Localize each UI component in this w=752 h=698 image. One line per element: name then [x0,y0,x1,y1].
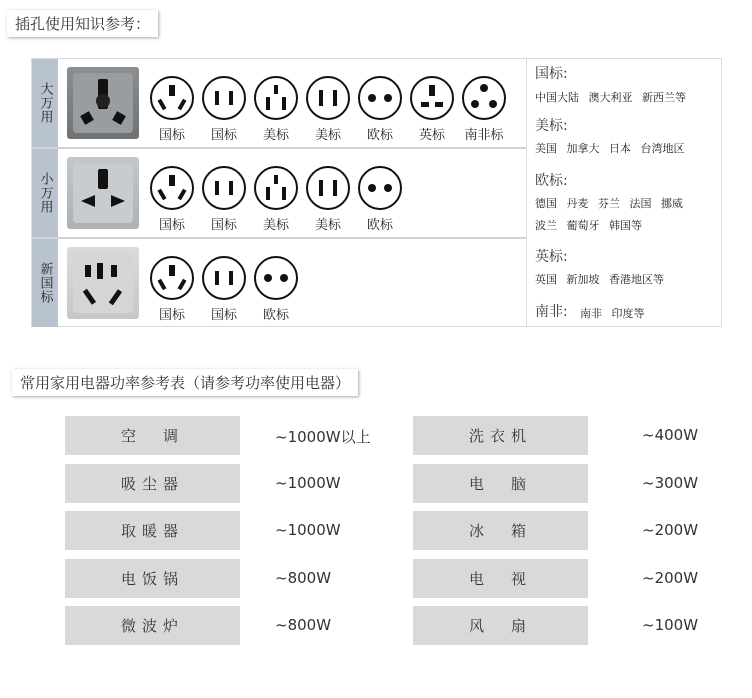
outlet-label: 国标 [210,308,237,323]
south-africa-outlet-icon [461,75,507,121]
appliance-name: 电 视 [413,559,588,598]
appliance-power: ~1000W [275,473,341,492]
outlet-label: 南非标 [464,128,504,143]
outlet-label: 欧标 [366,128,393,143]
uk-outlet-icon [409,75,455,121]
appliance-name: 冰 箱 [413,511,588,550]
outlet-label: 美标 [262,218,289,233]
appliance-power: ~1000W [275,521,341,539]
outlet-type [149,75,195,143]
region-countries: 英国 新加坡 香港地区等 [535,273,664,286]
national-2pin-outlet-icon [201,255,247,301]
power-section-title: 常用家用电器功率参考表（请参考功率使用电器） [12,369,358,396]
appliance-name: 吸尘器 [65,464,240,503]
outlet-label: 美标 [314,218,341,233]
outlet-type [253,75,299,143]
outlet-type [461,75,507,143]
outlet-type [253,165,299,233]
outlet-label: 美标 [262,128,289,143]
appliance-power: ~400W [642,426,699,444]
us-2pin-outlet-icon [305,165,351,211]
appliance-power: ~300W [642,473,699,492]
outlet-type [305,165,351,233]
eu-outlet-icon [357,165,403,211]
appliance-name: 微波炉 [65,606,240,645]
outlet-label: 国标 [158,308,185,323]
eu-outlet-icon [253,255,299,301]
appliance-name: 风 扇 [413,606,588,645]
appliance-name: 空 调 [65,416,240,455]
outlet-label: 国标 [158,128,185,143]
appliance-power: ~100W [642,616,699,634]
row-label: 大万用 [32,59,58,147]
appliance-power: ~200W [642,568,699,587]
us-3pin-outlet-icon [253,165,299,211]
outlet-label: 英标 [418,128,445,143]
outlet-label: 美标 [314,128,341,143]
national-socket-photo [67,247,139,319]
outlet-label: 欧标 [366,218,393,233]
outlet-label: 国标 [158,218,185,233]
appliance-power: ~200W [642,521,699,539]
socket-reference-table [31,58,722,327]
region-title: 欧标: [535,173,568,189]
outlet-label: 国标 [210,218,237,233]
row-label: 小万用 [32,149,58,237]
region-countries: 中国大陆 澳大利亚 新西兰等 [535,91,686,104]
outlet-type [149,255,195,323]
universal-socket-photo [67,157,139,229]
national-3pin-outlet-icon [149,255,195,301]
national-2pin-outlet-icon [201,165,247,211]
appliance-name: 电 脑 [413,464,588,503]
outlet-type [201,75,247,143]
appliance-name: 电饭锅 [65,559,240,598]
region-title: 国标: [535,66,568,82]
outlet-type [201,165,247,233]
appliance-power: ~1000W以上 [275,428,371,446]
region-countries: 美国 加拿大 日本 台湾地区 [535,142,685,155]
outlet-type [357,165,403,233]
us-3pin-outlet-icon [253,75,299,121]
national-3pin-outlet-icon [149,75,195,121]
national-3pin-outlet-icon [149,165,195,211]
region-countries: 德国 丹麦 芬兰 法国 挪威 [535,197,683,210]
socket-row-new-national [32,239,526,327]
appliance-name: 洗衣机 [413,416,588,455]
outlet-label: 欧标 [262,308,289,323]
outlet-type [305,75,351,143]
socket-row-universal-small [32,149,526,237]
outlet-type [149,165,195,233]
us-2pin-outlet-icon [305,75,351,121]
appliance-name: 取暖器 [65,511,240,550]
socket-row-universal-large [32,59,526,147]
region-title: 南非: [535,304,568,320]
region-countries: 波兰 葡萄牙 韩国等 [535,219,642,232]
outlet-type [253,255,299,323]
appliance-power: ~800W [275,616,332,634]
eu-outlet-icon [357,75,403,121]
appliance-power: ~800W [275,568,332,587]
region-title: 美标: [535,118,568,134]
socket-section-title: 插孔使用知识参考： [7,10,158,37]
row-label: 新国标 [32,239,58,327]
national-2pin-outlet-icon [201,75,247,121]
universal-socket-photo [67,67,139,139]
region-countries: 南非 印度等 [580,307,645,320]
outlet-type [409,75,455,143]
outlet-type [357,75,403,143]
outlet-label: 国标 [210,128,237,143]
outlet-type [201,255,247,323]
divider [526,59,527,326]
region-title: 英标: [535,249,568,265]
